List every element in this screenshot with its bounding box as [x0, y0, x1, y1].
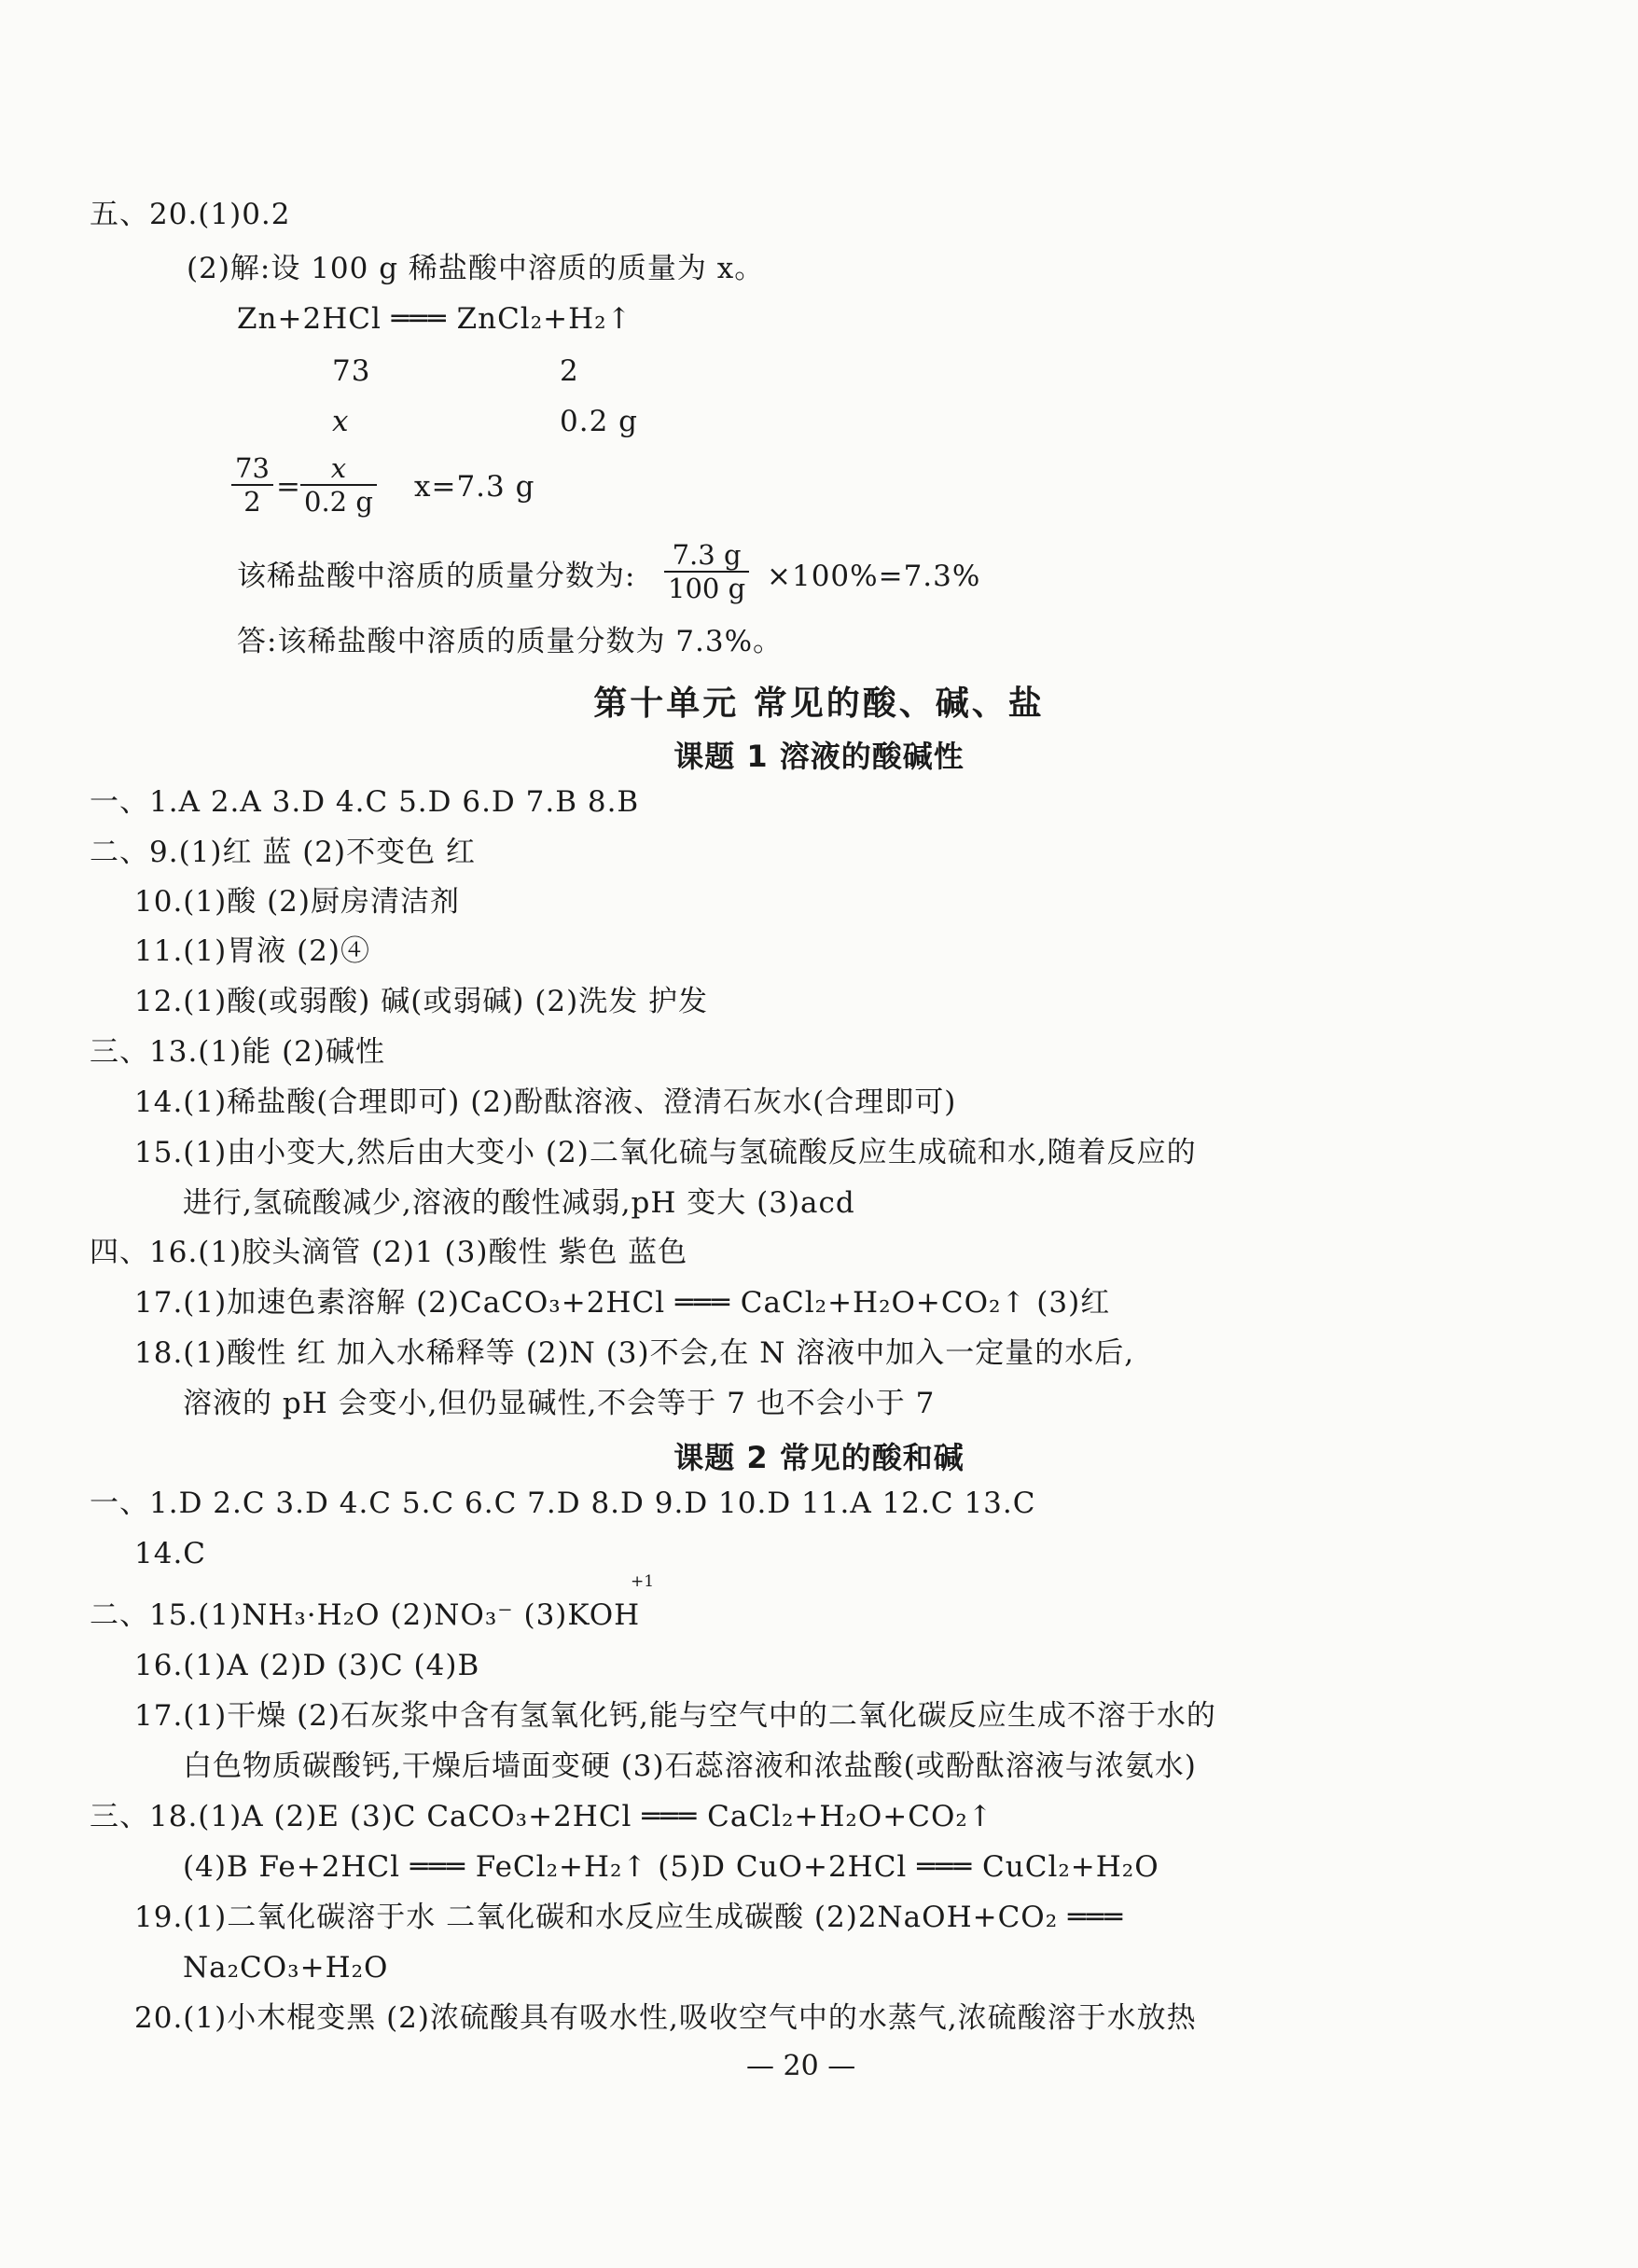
fraction-denominator: 2 — [243, 486, 261, 518]
answer-line: 12.(1)酸(或弱酸) 碱(或弱碱) (2)洗发 护发 — [134, 985, 709, 1018]
answer-line: (2)解:设 100 g 稀盐酸中溶质的质量为 x。 — [187, 252, 765, 285]
calc-value: 73 — [332, 354, 371, 388]
answer-line: 进行,氢硫酸减少,溶液的酸性减弱,pH 变大 (3)acd — [183, 1186, 855, 1220]
fraction — [231, 452, 273, 518]
answer-line: 18.(1)酸性 红 加入水稀释等 (2)N (3)不会,在 N 溶液中加入一定量的水后, — [134, 1336, 1135, 1370]
topic-title: 课题 1 溶液的酸碱性 — [673, 739, 965, 774]
fraction-numerator: 7.3 g — [672, 539, 742, 571]
answer-line: 一、1.A 2.A 3.D 4.C 5.D 6.D 7.B 8.B — [90, 785, 640, 819]
calc-value: 0.2 g — [560, 405, 638, 438]
answer-line: 二、9.(1)红 蓝 (2)不变色 红 — [90, 836, 476, 869]
answer-line: 15.(1)由小变大,然后由大变小 (2)二氧化硫与氢硫酸反应生成硫和水,随着反应的 — [134, 1136, 1197, 1169]
answer-line: 该稀盐酸中溶质的质量分数为: — [237, 560, 636, 593]
answer-line: 二、15.(1)NH₃·H₂O (2)NO₃⁻ (3)KOH — [90, 1598, 641, 1632]
answer-line: 答:该稀盐酸中溶质的质量分数为 7.3%。 — [237, 625, 784, 658]
answer-line: 10.(1)酸 (2)厨房清洁剂 — [134, 885, 460, 919]
answer-line: 白色物质碳酸钙,干燥后墙面变硬 (3)石蕊溶液和浓盐酸(或酚酞溶液与浓氨水) — [183, 1749, 1197, 1783]
answer-line: 14.(1)稀盐酸(合理即可) (2)酚酞溶液、澄清石灰水(合理即可) — [134, 1086, 957, 1119]
answer-line: 11.(1)胃液 (2)④ — [134, 934, 370, 968]
fraction-numerator: 73 — [235, 452, 270, 484]
fraction-denominator: 0.2 g — [304, 486, 373, 518]
fraction — [300, 452, 377, 518]
fraction — [664, 539, 749, 604]
unit-title: 第十单元 常见的酸、碱、盐 — [593, 685, 1045, 723]
calc-value: 2 — [560, 354, 579, 388]
answer-line: 17.(1)干燥 (2)石灰浆中含有氢氧化钙,能与空气中的二氧化碳反应生成不溶于水的 — [134, 1699, 1216, 1733]
fraction-denominator: 100 g — [668, 573, 746, 604]
answer-line: Na₂CO₃+H₂O — [183, 1951, 389, 1984]
answer-line: 三、18.(1)A (2)E (3)C CaCO₃+2HCl ═══ CaCl₂+H₂O+CO₂↑ — [90, 1800, 993, 1833]
answer-line: 三、13.(1)能 (2)碱性 — [90, 1035, 385, 1069]
answer-line: 一、1.D 2.C 3.D 4.C 5.C 6.C 7.D 8.D 9.D 10.D 11.A 12.C 13.C — [90, 1487, 1036, 1520]
fraction-numerator: x — [330, 452, 347, 484]
calc-result: x=7.3 g — [414, 470, 535, 504]
answer-line: 五、20.(1)0.2 — [90, 198, 291, 231]
answer-line: 20.(1)小木棍变黑 (2)浓硫酸具有吸水性,吸收空气中的水蒸气,浓硫酸溶于水放热 — [134, 2001, 1197, 2035]
answer-line: ×100%=7.3% — [767, 560, 981, 593]
calc-value: x — [332, 405, 350, 438]
equals-sign: = — [276, 470, 301, 504]
answer-line: (4)B Fe+2HCl ═══ FeCl₂+H₂↑ (5)D CuO+2HCl ═══ CuCl₂+H₂O — [183, 1850, 1159, 1884]
answer-line: 17.(1)加速色素溶解 (2)CaCO₃+2HCl ═══ CaCl₂+H₂O+CO₂↑ (3)红 — [134, 1286, 1111, 1320]
page-number: — 20 — — [746, 2050, 856, 2082]
answer-line: 14.C — [134, 1537, 207, 1570]
answer-line: 溶液的 pH 会变小,但仍显碱性,不会等于 7 也不会小于 7 — [183, 1387, 936, 1420]
answer-line: 四、16.(1)胶头滴管 (2)1 (3)酸性 紫色 蓝色 — [90, 1236, 688, 1269]
answer-line: 16.(1)A (2)D (3)C (4)B — [134, 1649, 480, 1682]
oxidation-number: +1 — [631, 1572, 655, 1591]
answer-line: 19.(1)二氧化碳溶于水 二氧化碳和水反应生成碳酸 (2)2NaOH+CO₂ ═══ — [134, 1901, 1123, 1934]
chemical-equation: Zn+2HCl ═══ ZnCl₂+H₂↑ — [237, 302, 632, 336]
topic-title: 课题 2 常见的酸和碱 — [673, 1440, 965, 1475]
